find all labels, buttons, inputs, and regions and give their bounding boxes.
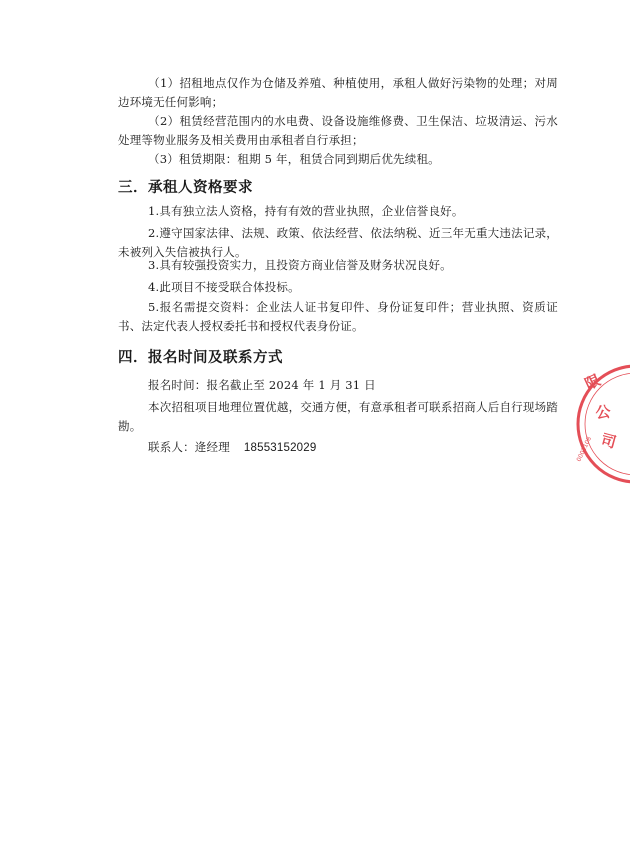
contact-phone: 18553152029	[243, 442, 317, 454]
contact-line	[118, 438, 558, 458]
contact-name: 联系人：逄经理	[148, 440, 230, 454]
company-seal-stamp	[560, 362, 630, 486]
signup-time: 报名时间：报名截止至 2024 年 1 月 31 日	[148, 378, 376, 392]
svg-text:限: 限	[582, 370, 604, 394]
qualification-item-3: 3.具有较强投资实力，且投资方商业信誉及财务状况良好。	[148, 258, 452, 272]
lease-usage-paragraph: （1）招租地点仅作为仓储及养殖、种植使用，承租人做好污染物的处理；对周边环境无任何影响；	[118, 76, 558, 109]
section-3-heading: 三．承租人资格要求	[118, 180, 253, 196]
qualification-item-4: 4.此项目不接受联合体投标。	[148, 280, 300, 294]
svg-text:0002108: 0002108	[575, 435, 594, 463]
section-4-heading: 四．报名时间及联系方式	[118, 350, 283, 366]
qualification-item-5: 5.报名需提交资料：企业法人证书复印件、身份证复印件；营业执照、资质证书、法定代表人授权委托书和授权代表身份证。	[118, 300, 558, 333]
svg-text:公: 公	[594, 402, 612, 422]
site-visit-note: 本次招租项目地理位置优越，交通方便，有意承租者可联系招商人后自行现场踏勘。	[118, 400, 558, 433]
lease-costs-paragraph: （2）租赁经营范围内的水电费、设备设施维修费、卫生保洁、垃圾清运、污水处理等物业服务及相关费用由承租者自行承担；	[118, 114, 558, 147]
qualification-item-2: 2.遵守国家法律、法规、政策、依法经营、依法纳税、近三年无重大违法记录，未被列入失信被执行人。	[118, 226, 558, 259]
svg-text:司: 司	[598, 430, 619, 452]
lease-term-paragraph: （3）租赁期限：租期 5 年，租赁合同到期后优先续租。	[148, 152, 440, 166]
qualification-item-1: 1.具有独立法人资格，持有有效的营业执照，企业信誉良好。	[148, 204, 464, 218]
